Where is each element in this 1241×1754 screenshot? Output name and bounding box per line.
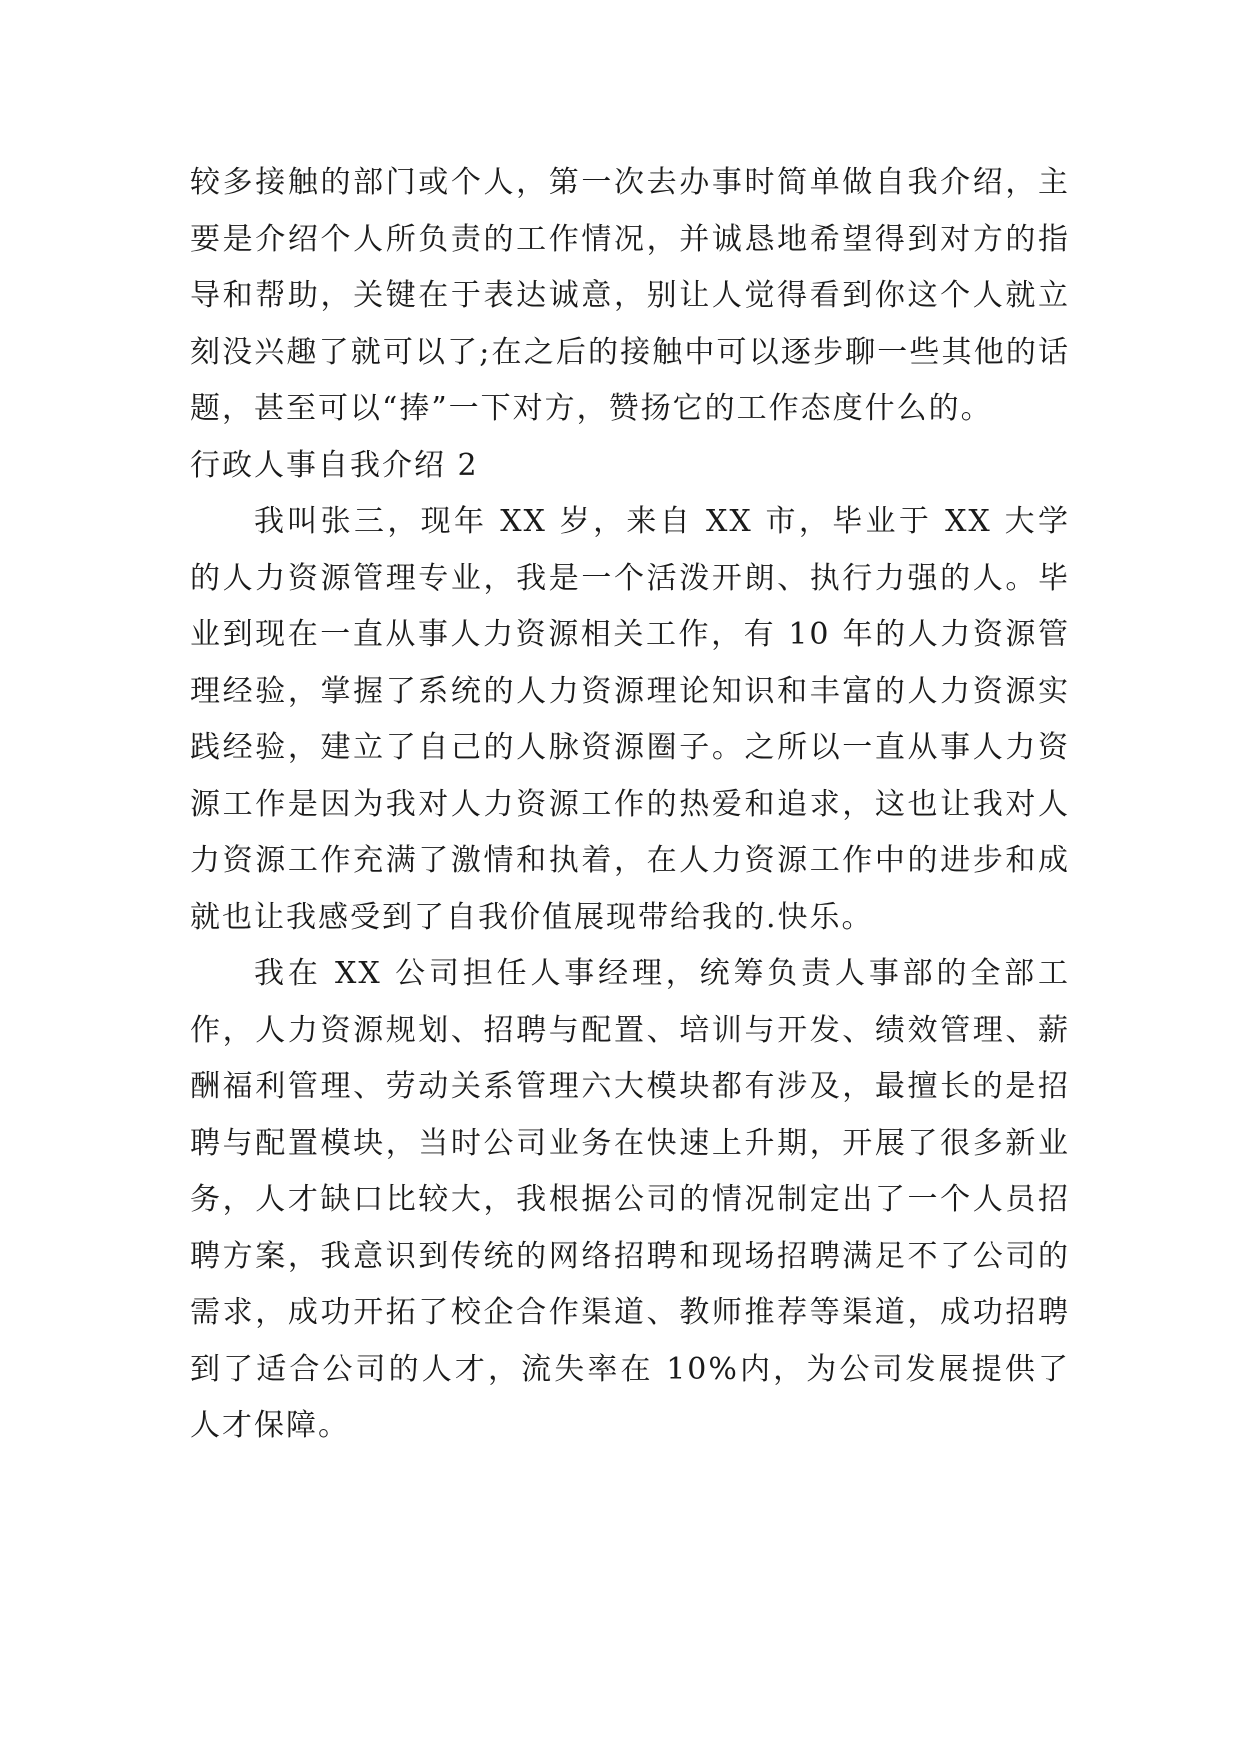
document-body bbox=[190, 155, 1070, 1455]
continued-paragraph: 较多接触的部门或个人，第一次去办事时简单做自我介绍，主要是介绍个人所负责的工作情况，并诚恳地希望得到对方的指导和帮助，关键在于表达诚意，别让人觉得看到你这个人就立刻没兴趣了就可以了;在之后的接触中可以逐步聊一些其他的话题，甚至可以“捧”一下对方，赞扬它的工作态度什么的。 bbox=[190, 165, 1070, 426]
intro-paragraph: 我叫张三，现年 XX 岁，来自 XX 市，毕业于 XX 大学的人力资源管理专业，我是一个活泼开朗、执行力强的人。毕业到现在一直从事人力资源相关工作，有 10 年的人力资源管理经验，掌握了系统的人力资源理论知识和丰富的人力资源实践经验，建立了自己的人脉资源圈子。之所以一直从事人力资源工作是因为我对人力资源工作的热爱和追求，这也让我对人力资源工作充满了激情和执着，在人力资源工作中的进步和成就也让我感受到了自我价值展现带给我的.快乐。 bbox=[190, 504, 1070, 935]
experience-paragraph: 我在 XX 公司担任人事经理，统筹负责人事部的全部工作，人力资源规划、招聘与配置、培训与开发、绩效管理、薪酬福利管理、劳动关系管理六大模块都有涉及，最擅长的是招聘与配置模块，当时公司业务在快速上升期，开展了很多新业务，人才缺口比较大，我根据公司的情况制定出了一个人员招聘方案，我意识到传统的网络招聘和现场招聘满足不了公司的需求，成功开拓了校企合作渠道、教师推荐等渠道，成功招聘到了适合公司的人才，流失率在 10%内，为公司发展提供了人才保障。 bbox=[190, 956, 1070, 1443]
section-title: 行政人事自我介绍 2 bbox=[190, 447, 479, 483]
